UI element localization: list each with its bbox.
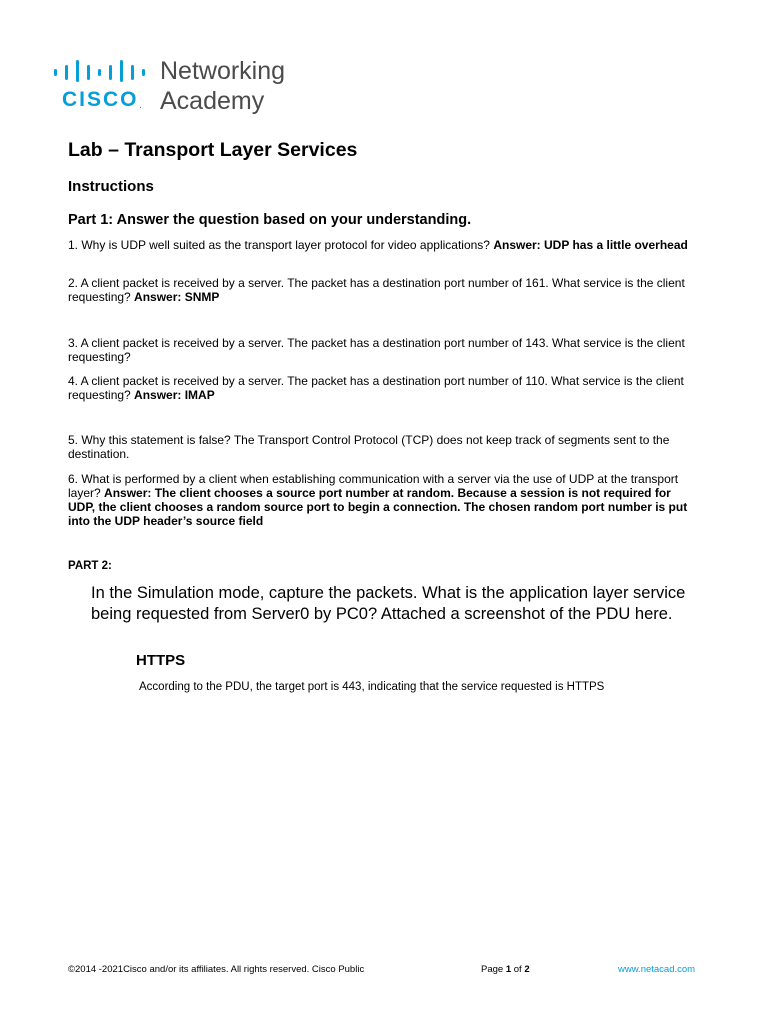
footer-page-number: Page 1 of 2 — [481, 964, 530, 975]
instructions-heading: Instructions — [68, 178, 154, 195]
question-3: 3. A client packet is received by a server. The packet has a destination port number of 143. What service is the client requesting? — [68, 336, 685, 364]
part2-question: In the Simulation mode, capture the packets. What is the application layer service being requested from Server0 by PC0? Attached a screenshot of the PDU here. — [91, 584, 686, 623]
answer-1: Answer: UDP has a little overhead — [493, 238, 688, 252]
question-4: 4. A client packet is received by a server. The packet has a destination port number of 110. What service is the client requesting? Answer: IMAP — [68, 374, 684, 402]
part2-heading: PART 2: — [68, 560, 112, 572]
cisco-networking-academy-logo — [52, 56, 312, 116]
cisco-bars-icon — [52, 60, 148, 82]
answer-2: Answer: SNMP — [134, 290, 220, 304]
logo-academy-text: Academy — [160, 87, 265, 115]
logo-networking-text: Networking — [160, 57, 286, 85]
question-2: 2. A client packet is received by a server. The packet has a destination port number of 161. What service is the client requesting? Answer: SNMP — [68, 276, 685, 304]
answer-4: Answer: IMAP — [134, 388, 215, 402]
footer-copyright: ©2014 -2021Cisco and/or its affiliates. All rights reserved. Cisco Public — [68, 964, 365, 975]
question-1: 1. Why is UDP well suited as the transport layer protocol for video applications? Answer: UDP has a little overhead — [68, 238, 688, 252]
question-5: 5. Why this statement is false? The Transport Control Protocol (TCP) does not keep track of segments sent to the destination. — [68, 433, 670, 461]
part2-explanation: According to the PDU, the target port is 443, indicating that the service requested is HTTPS — [139, 681, 605, 693]
part1-heading: Part 1: Answer the question based on your understanding. — [68, 212, 472, 228]
netacad-link[interactable]: www.netacad.com — [618, 964, 696, 975]
cisco-wordmark: CISCO. — [62, 88, 142, 111]
answer-6: Answer: The client chooses a source port number at random. Because a session is not required for UDP, the client chooses a random source port to begin a connection. The chosen random port number is put into the UDP header’s source field — [68, 486, 688, 528]
page-title: Lab – Transport Layer Services — [68, 139, 358, 161]
question-6: 6. What is performed by a client when establishing communication with a server via the use of UDP at the transport layer? Answer: The client chooses a source port number at random. Because a session is not required for UDP, the client chooses a random source port to begin a connection. The chosen random port number is put into the UDP header’s source field — [68, 472, 688, 528]
part2-answer: HTTPS — [136, 652, 186, 669]
